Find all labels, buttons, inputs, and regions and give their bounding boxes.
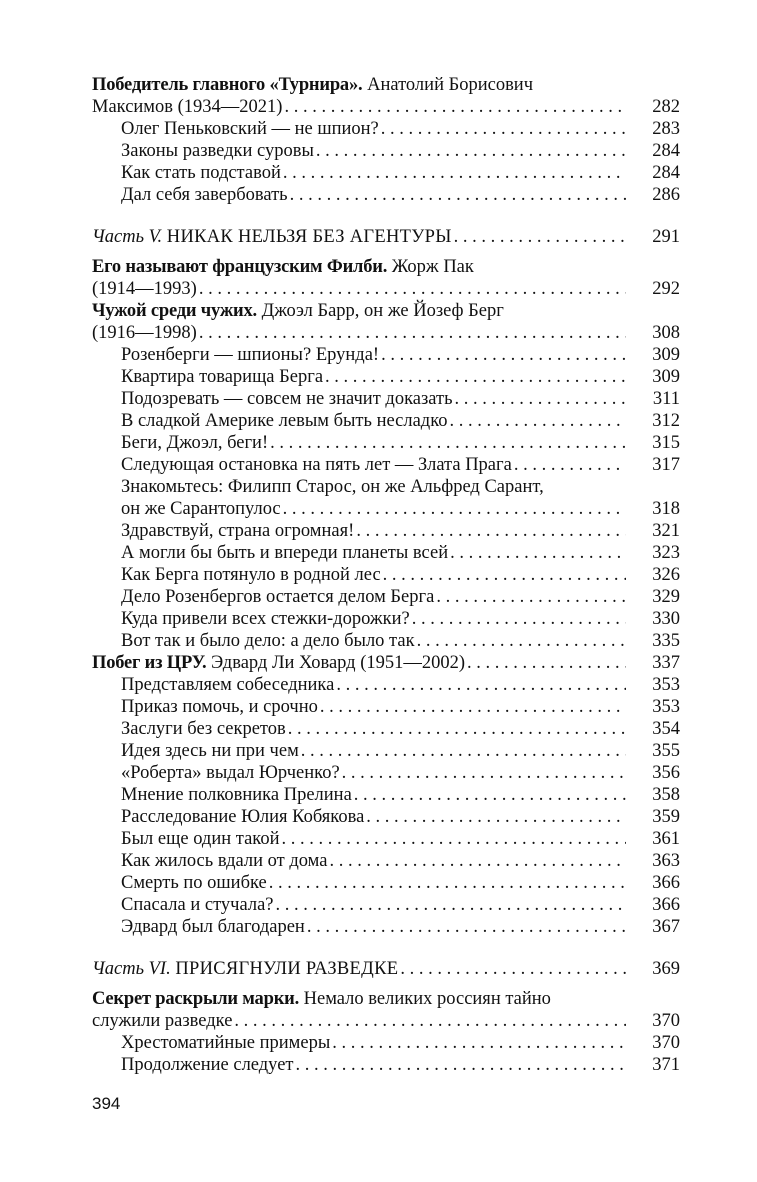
part-heading [92, 226, 680, 248]
dot-leader [381, 118, 626, 140]
page-ref: 359 [652, 807, 680, 827]
toc-entry [92, 894, 680, 916]
dot-leader [514, 454, 626, 476]
entry-title: Как жилось вдали от дома [121, 851, 328, 871]
dot-leader [412, 608, 626, 630]
chapter-heading-cont: (1916—1998) [92, 323, 197, 343]
dot-leader [284, 96, 626, 118]
chapter-heading-line [92, 322, 680, 344]
page-ref: 323 [652, 543, 680, 563]
toc-entry [92, 828, 680, 850]
dot-leader [366, 806, 626, 828]
entry-title: Спасала и стучала? [121, 895, 274, 915]
page-ref: 308 [652, 323, 680, 343]
entry-title: Следующая остановка на пять лет — Злата Прага [121, 455, 512, 475]
entry-title: Эдвард был благодарен [121, 917, 305, 937]
dot-leader [336, 674, 626, 696]
chapter-heading-rest: Анатолий Борисович [367, 75, 534, 95]
toc-entry [92, 542, 680, 564]
entry-title: А могли бы быть и впереди планеты всей [121, 543, 449, 563]
entry-title: Олег Пеньковский — не шпион? [121, 119, 379, 139]
dot-leader [320, 696, 626, 718]
toc-entry [92, 916, 680, 938]
toc-entry [92, 850, 680, 872]
dot-leader [354, 784, 626, 806]
chapter-heading-bold: Победитель главного «Турнира». [92, 75, 363, 95]
toc-entry [92, 806, 680, 828]
toc-entry [92, 162, 680, 184]
page-ref: 329 [652, 587, 680, 607]
toc-entry [92, 454, 680, 476]
toc-entry [92, 762, 680, 784]
chapter-heading-line [92, 1010, 680, 1032]
toc-entry [92, 410, 680, 432]
entry-title: Дело Розенбергов остается делом Берга [121, 587, 435, 607]
dot-leader [325, 366, 626, 388]
page-ref: 366 [652, 873, 680, 893]
dot-leader [283, 498, 626, 520]
part-title: ПРИСЯГНУЛИ РАЗВЕДКЕ [175, 959, 399, 979]
page-ref: 355 [652, 741, 680, 761]
entry-title: «Роберта» выдал Юрченко? [121, 763, 340, 783]
dot-leader [290, 184, 626, 206]
entry-title: Законы разведки суровы [121, 141, 314, 161]
toc-entry [92, 784, 680, 806]
entry-title: Представляем собеседника [121, 675, 335, 695]
dot-leader [281, 828, 626, 850]
dot-leader [301, 740, 626, 762]
dot-leader [342, 762, 626, 784]
toc-entry [92, 184, 680, 206]
toc-entry [92, 674, 680, 696]
toc-entry [92, 586, 680, 608]
chapter-heading-bold: Секрет раскрыли марки. [92, 989, 300, 1009]
page-ref: 367 [652, 917, 680, 937]
dot-leader [381, 344, 626, 366]
page-ref: 337 [652, 653, 680, 673]
entry-title: Куда привели всех стежки-дорожки? [121, 609, 410, 629]
chapter-heading [92, 74, 680, 96]
entry-title: Подозревать — совсем не значит доказать [121, 389, 453, 409]
toc-entry-first-line: Знакомьтесь: Филипп Старос, он же Альфред Сарант, [121, 477, 544, 497]
dot-leader [332, 1032, 626, 1054]
page-ref: 370 [652, 1033, 680, 1053]
page-ref: 284 [652, 141, 680, 161]
chapter-heading-rest: Джоэл Барр, он же Йозеф Берг [261, 301, 504, 321]
page-ref: 371 [652, 1055, 680, 1075]
dot-leader [269, 872, 626, 894]
page-ref: 284 [652, 163, 680, 183]
chapter-heading [92, 988, 680, 1010]
page-ref: 354 [652, 719, 680, 739]
dot-leader [270, 432, 626, 454]
part-label: Часть VI. [92, 959, 171, 979]
toc-entry [92, 432, 680, 454]
dot-leader [316, 140, 626, 162]
chapter-heading-cont: Максимов (1934—2021) [92, 97, 283, 117]
page-ref: 330 [652, 609, 680, 629]
page-ref: 311 [652, 389, 680, 409]
entry-title: Дал себя завербовать [121, 185, 288, 205]
page-ref: 309 [652, 367, 680, 387]
dot-leader [234, 1010, 626, 1032]
toc-entry [92, 498, 680, 520]
entry-title: Здравствуй, страна огромная! [121, 521, 355, 541]
chapter-heading [92, 300, 680, 322]
dot-leader [307, 916, 626, 938]
entry-title: Розенберги — шпионы? Ерунда! [121, 345, 380, 365]
chapter-heading-line [92, 278, 680, 300]
dot-leader [467, 652, 626, 674]
dot-leader [199, 322, 626, 344]
toc-entry [92, 388, 680, 410]
dot-leader [417, 630, 626, 652]
dot-leader [329, 850, 626, 872]
page-ref: 369 [652, 959, 680, 979]
entry-title: Был еще один такой [121, 829, 280, 849]
page-ref: 283 [652, 119, 680, 139]
toc-entry [92, 118, 680, 140]
entry-title: Продолжение следует [121, 1055, 294, 1075]
entry-title: Смерть по ошибке [121, 873, 267, 893]
entry-title: Расследование Юлия Кобякова [121, 807, 365, 827]
toc-entry [92, 1054, 680, 1076]
entry-title: Заслуги без секретов [121, 719, 286, 739]
dot-leader [450, 410, 626, 432]
dot-leader [455, 388, 626, 410]
chapter-heading-rest: Эдвард Ли Ховард (1951—2002) [211, 653, 466, 673]
chapter-heading-line [92, 96, 680, 118]
dot-leader [450, 542, 626, 564]
entry-title: Как стать подставой [121, 163, 281, 183]
toc-entry [92, 520, 680, 542]
chapter-heading [92, 256, 680, 278]
page-ref: 282 [652, 97, 680, 117]
page-ref: 353 [652, 697, 680, 717]
chapter-heading-bold: Чужой среди чужих. [92, 301, 257, 321]
page-ref: 356 [652, 763, 680, 783]
page-ref: 317 [652, 455, 680, 475]
page-ref: 326 [652, 565, 680, 585]
page-ref: 292 [652, 279, 680, 299]
toc-entry [92, 630, 680, 652]
page-ref: 286 [652, 185, 680, 205]
toc-entry [92, 140, 680, 162]
dot-leader [288, 718, 626, 740]
page-ref: 291 [652, 227, 680, 247]
page-ref: 358 [652, 785, 680, 805]
entry-title: Квартира товарища Берга [121, 367, 324, 387]
toc-entry [92, 564, 680, 586]
entry-title: Мнение полковника Прелина [121, 785, 352, 805]
entry-title: Вот так и было дело: а дело было так [121, 631, 415, 651]
dot-leader [356, 520, 626, 542]
entry-title: Как Берга потянуло в родной лес [121, 565, 381, 585]
page-ref: 312 [652, 411, 680, 431]
table-of-contents [92, 74, 680, 1076]
dot-leader [296, 1054, 627, 1076]
page-ref: 363 [652, 851, 680, 871]
page-ref: 361 [652, 829, 680, 849]
dot-leader [276, 894, 627, 916]
page-ref: 318 [652, 499, 680, 519]
dot-leader [400, 958, 626, 980]
entry-title: Беги, Джоэл, беги! [121, 433, 269, 453]
part-title: НИКАК НЕЛЬЗЯ БЕЗ АГЕНТУРЫ [166, 227, 452, 247]
toc-entry [92, 718, 680, 740]
page-ref: 335 [652, 631, 680, 651]
page-ref: 366 [652, 895, 680, 915]
page-ref: 315 [652, 433, 680, 453]
entry-title: Приказ помочь, и срочно [121, 697, 318, 717]
toc-entry [92, 344, 680, 366]
page-ref: 353 [652, 675, 680, 695]
toc-entry [92, 740, 680, 762]
dot-leader [454, 226, 626, 248]
chapter-heading [92, 652, 680, 674]
entry-title: Хрестоматийные примеры [121, 1033, 331, 1053]
page-ref: 370 [652, 1011, 680, 1031]
dot-leader [199, 278, 626, 300]
page-number: 394 [92, 1094, 121, 1113]
chapter-heading-rest: Жорж Пак [391, 257, 474, 277]
entry-title: Идея здесь ни при чем [121, 741, 299, 761]
chapter-heading-rest: Немало великих россиян тайно [303, 989, 551, 1009]
dot-leader [283, 162, 626, 184]
toc-entry [92, 366, 680, 388]
toc-entry [92, 608, 680, 630]
chapter-heading-cont: служили разведке [92, 1011, 233, 1031]
part-heading [92, 958, 680, 980]
part-label: Часть V. [92, 227, 163, 247]
toc-entry [92, 872, 680, 894]
toc-entry [92, 1032, 680, 1054]
chapter-heading-bold: Побег из ЦРУ. [92, 653, 207, 673]
dot-leader [383, 564, 626, 586]
page-ref: 321 [652, 521, 680, 541]
entry-title: В сладкой Америке левым быть несладко [121, 411, 448, 431]
entry-title: он же Сарантопулос [121, 499, 281, 519]
toc-entry [92, 696, 680, 718]
page-ref: 309 [652, 345, 680, 365]
chapter-heading-bold: Его называют французским Филби. [92, 257, 388, 277]
dot-leader [436, 586, 626, 608]
chapter-heading-cont: (1914—1993) [92, 279, 197, 299]
